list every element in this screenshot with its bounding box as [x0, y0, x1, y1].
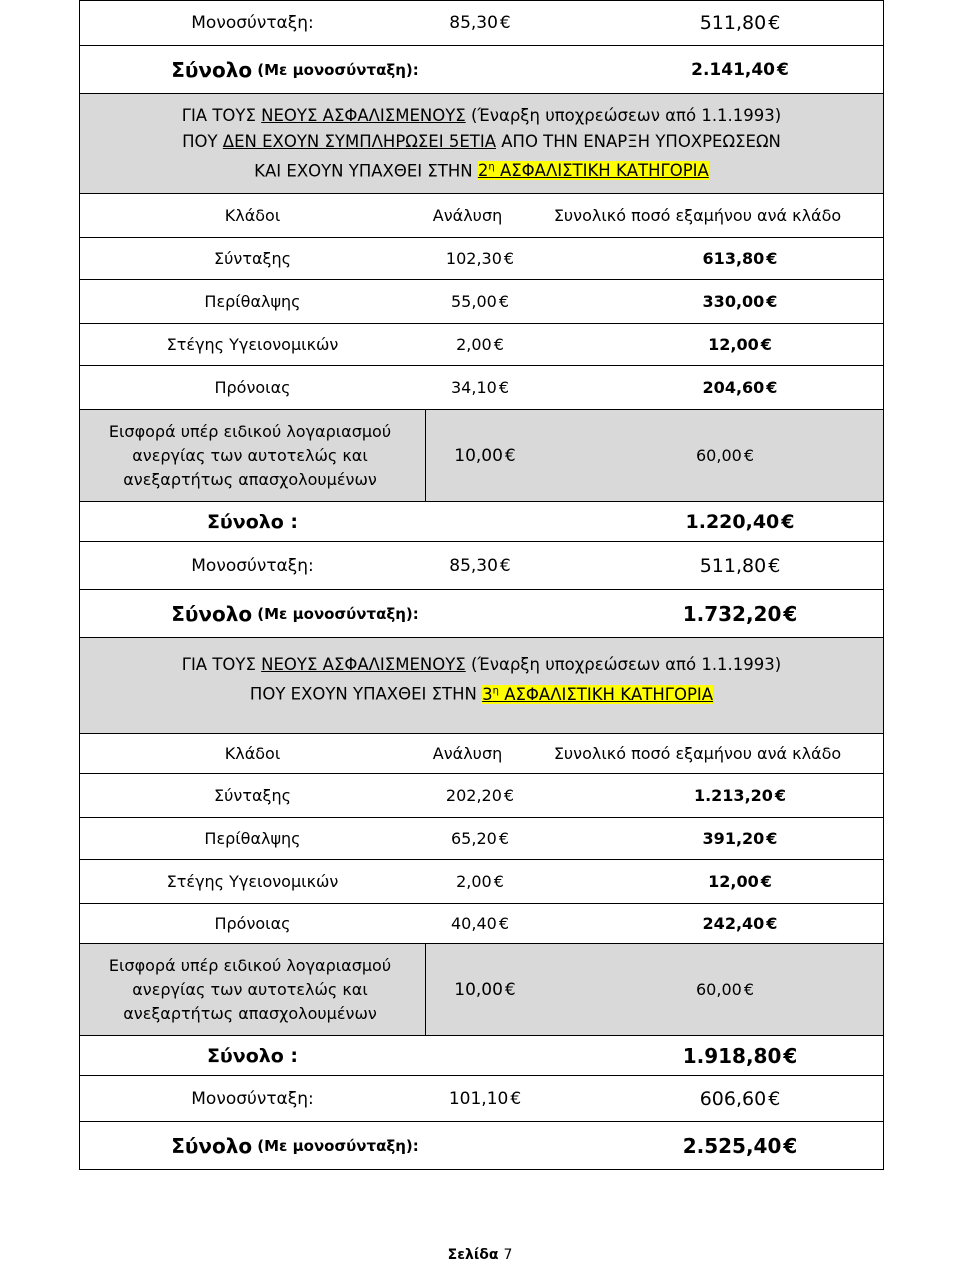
mono-label: Μονοσύνταξη: — [191, 1088, 314, 1109]
analysis-value: 65,20 € — [451, 829, 509, 848]
table-row — [79, 818, 884, 860]
special-analysis: 10,00 € — [454, 979, 516, 1000]
section3-rows — [79, 774, 884, 944]
col-branch-header: Κλάδοι — [224, 744, 281, 763]
analysis-value: 102,30 € — [445, 249, 515, 268]
branch-label: Περίθαλψης — [204, 829, 301, 848]
branch-label: Πρόνοιας — [214, 914, 291, 933]
analysis-value: 34,10 € — [451, 378, 509, 397]
table-row — [79, 774, 884, 818]
special-label: Εισφορά υπέρ ειδικού λογαριασμού ανεργίας των αυτοτελώς και ανεξαρτήτως απασχολουμένων — [108, 421, 392, 489]
table-row — [79, 238, 884, 280]
section2-heading-line1: ΓΙΑ ΤΟΥΣ ΝΕΟΥΣ ΑΣΦΑΛΙΣΜΕΝΟΥΣ (Έναρξη υποχρεώσεων από 1.1.1993) — [181, 105, 782, 125]
mono-analysis: 85,30 € — [449, 13, 511, 33]
table-row — [79, 324, 884, 366]
section3-column-headers — [79, 734, 884, 774]
section2-heading-line3: ΚΑΙ ΕΧΟΥΝ ΥΠΑΧΘΕΙ ΣΤΗΝ $2^\eta$ ΑΣΦΑΛΙΣΤΙΚΗ ΚΑΤΗΓΟΡΙΑ — [254, 161, 709, 181]
table-row — [79, 280, 884, 324]
branch-label: Στέγης Υγειονομικών — [166, 872, 339, 891]
col-analysis-header: Ανάλυση — [432, 744, 503, 763]
analysis-value: 202,20 € — [445, 786, 515, 805]
sum-label: Σύνολο : — [206, 510, 299, 533]
special-label: Εισφορά υπέρ ειδικού λογαριασμού ανεργίας των αυτοτελώς και ανεξαρτήτως απασχολουμένων — [108, 955, 392, 1023]
total-with-mono-value: 1.732,20 € — [682, 601, 798, 626]
col-total-header: Συνολικό ποσό εξαμήνου ανά κλάδο — [553, 744, 842, 763]
section2-heading-line2: ΠΟΥ ΔΕΝ ΕΧΟΥΝ ΣΥΜΠΛΗΡΩΣΕΙ 5ΕΤΙΑ ΑΠΟ ΤΗΝ ΕΝΑΡΞΗ ΥΠΟΧΡΕΩΣΕΩΝ — [182, 131, 781, 151]
table-row — [79, 366, 884, 410]
table-row — [79, 860, 884, 904]
branch-label: Σύνταξης — [214, 786, 291, 805]
col-branch-header: Κλάδοι — [224, 206, 281, 225]
table-row — [79, 904, 884, 944]
total-value: 1.213,20 € — [693, 786, 787, 805]
mono-analysis: 85,30 € — [449, 555, 511, 576]
mono-label: Μονοσύνταξη: — [191, 13, 314, 33]
total-with-mono-value: 2.141,40 € — [691, 59, 789, 80]
total-with-mono-label: Σύνολο (Με μονοσύνταξη): — [171, 1133, 419, 1158]
mono-row-top — [79, 0, 884, 46]
section2-heading — [79, 94, 884, 194]
total-value: 12,00 € — [708, 872, 772, 891]
section2-sum-row — [79, 502, 884, 542]
section2-mono-row — [79, 542, 884, 590]
total-value: 12,00 € — [708, 335, 772, 354]
analysis-value: 2,00 € — [456, 872, 504, 891]
section3-total-with-mono-row — [79, 1122, 884, 1170]
total-value: 242,40 € — [702, 914, 778, 933]
branch-label: Σύνταξης — [214, 249, 291, 268]
special-analysis: 10,00 € — [454, 445, 516, 466]
branch-label: Στέγης Υγειονομικών — [166, 335, 339, 354]
analysis-value: 2,00 € — [456, 335, 504, 354]
col-total-header: Συνολικό ποσό εξαμήνου ανά κλάδο — [553, 206, 842, 225]
analysis-value: 40,40 € — [451, 914, 509, 933]
section3-heading-line1: ΓΙΑ ΤΟΥΣ ΝΕΟΥΣ ΑΣΦΑΛΙΣΜΕΝΟΥΣ (Έναρξη υποχρεώσεων από 1.1.1993) — [181, 655, 782, 674]
branch-label: Περίθαλψης — [204, 292, 301, 311]
total-value: 330,00 € — [702, 292, 778, 311]
section2-special-row — [79, 410, 884, 502]
total-value: 613,80 € — [702, 249, 778, 268]
section3-mono-row — [79, 1076, 884, 1122]
mono-analysis: 101,10 € — [448, 1088, 522, 1109]
sum-value: 1.918,80 € — [682, 1043, 798, 1068]
total-value: 391,20 € — [702, 829, 778, 848]
mono-label: Μονοσύνταξη: — [191, 555, 314, 576]
total-with-mono-value: 2.525,40 € — [682, 1133, 798, 1158]
section2-rows — [79, 238, 884, 410]
total-with-mono-label: Σύνολο (Με μονοσύνταξη): — [171, 601, 419, 626]
sum-label: Σύνολο : — [206, 1044, 299, 1067]
mono-total: 511,80 € — [699, 554, 781, 577]
document-page — [79, 0, 884, 1170]
section2-total-with-mono-row — [79, 590, 884, 638]
branch-label: Πρόνοιας — [214, 378, 291, 397]
total-value: 204,60 € — [702, 378, 778, 397]
section3-special-row — [79, 944, 884, 1036]
special-total: 60,00 € — [696, 446, 754, 465]
special-total: 60,00 € — [696, 980, 754, 999]
section3-heading-line2: ΠΟΥ ΕΧΟΥΝ ΥΠΑΧΘΕΙ ΣΤΗΝ $3^\eta$ ΑΣΦΑΛΙΣΤΙΚΗ ΚΑΤΗΓΟΡΙΑ — [249, 684, 714, 704]
section3-heading — [79, 638, 884, 734]
mono-total: 511,80 € — [699, 12, 781, 34]
total-with-mono-row-top — [79, 46, 884, 94]
total-with-mono-label: Σύνολο (Με μονοσύνταξη): — [171, 57, 419, 82]
analysis-value: 55,00 € — [451, 292, 509, 311]
page-footer: Σελίδα 7 — [447, 1247, 513, 1263]
mono-total: 606,60 € — [699, 1087, 781, 1110]
section3-sum-row — [79, 1036, 884, 1076]
col-analysis-header: Ανάλυση — [432, 206, 503, 225]
section2-column-headers — [79, 194, 884, 238]
sum-value: 1.220,40 € — [685, 510, 795, 533]
